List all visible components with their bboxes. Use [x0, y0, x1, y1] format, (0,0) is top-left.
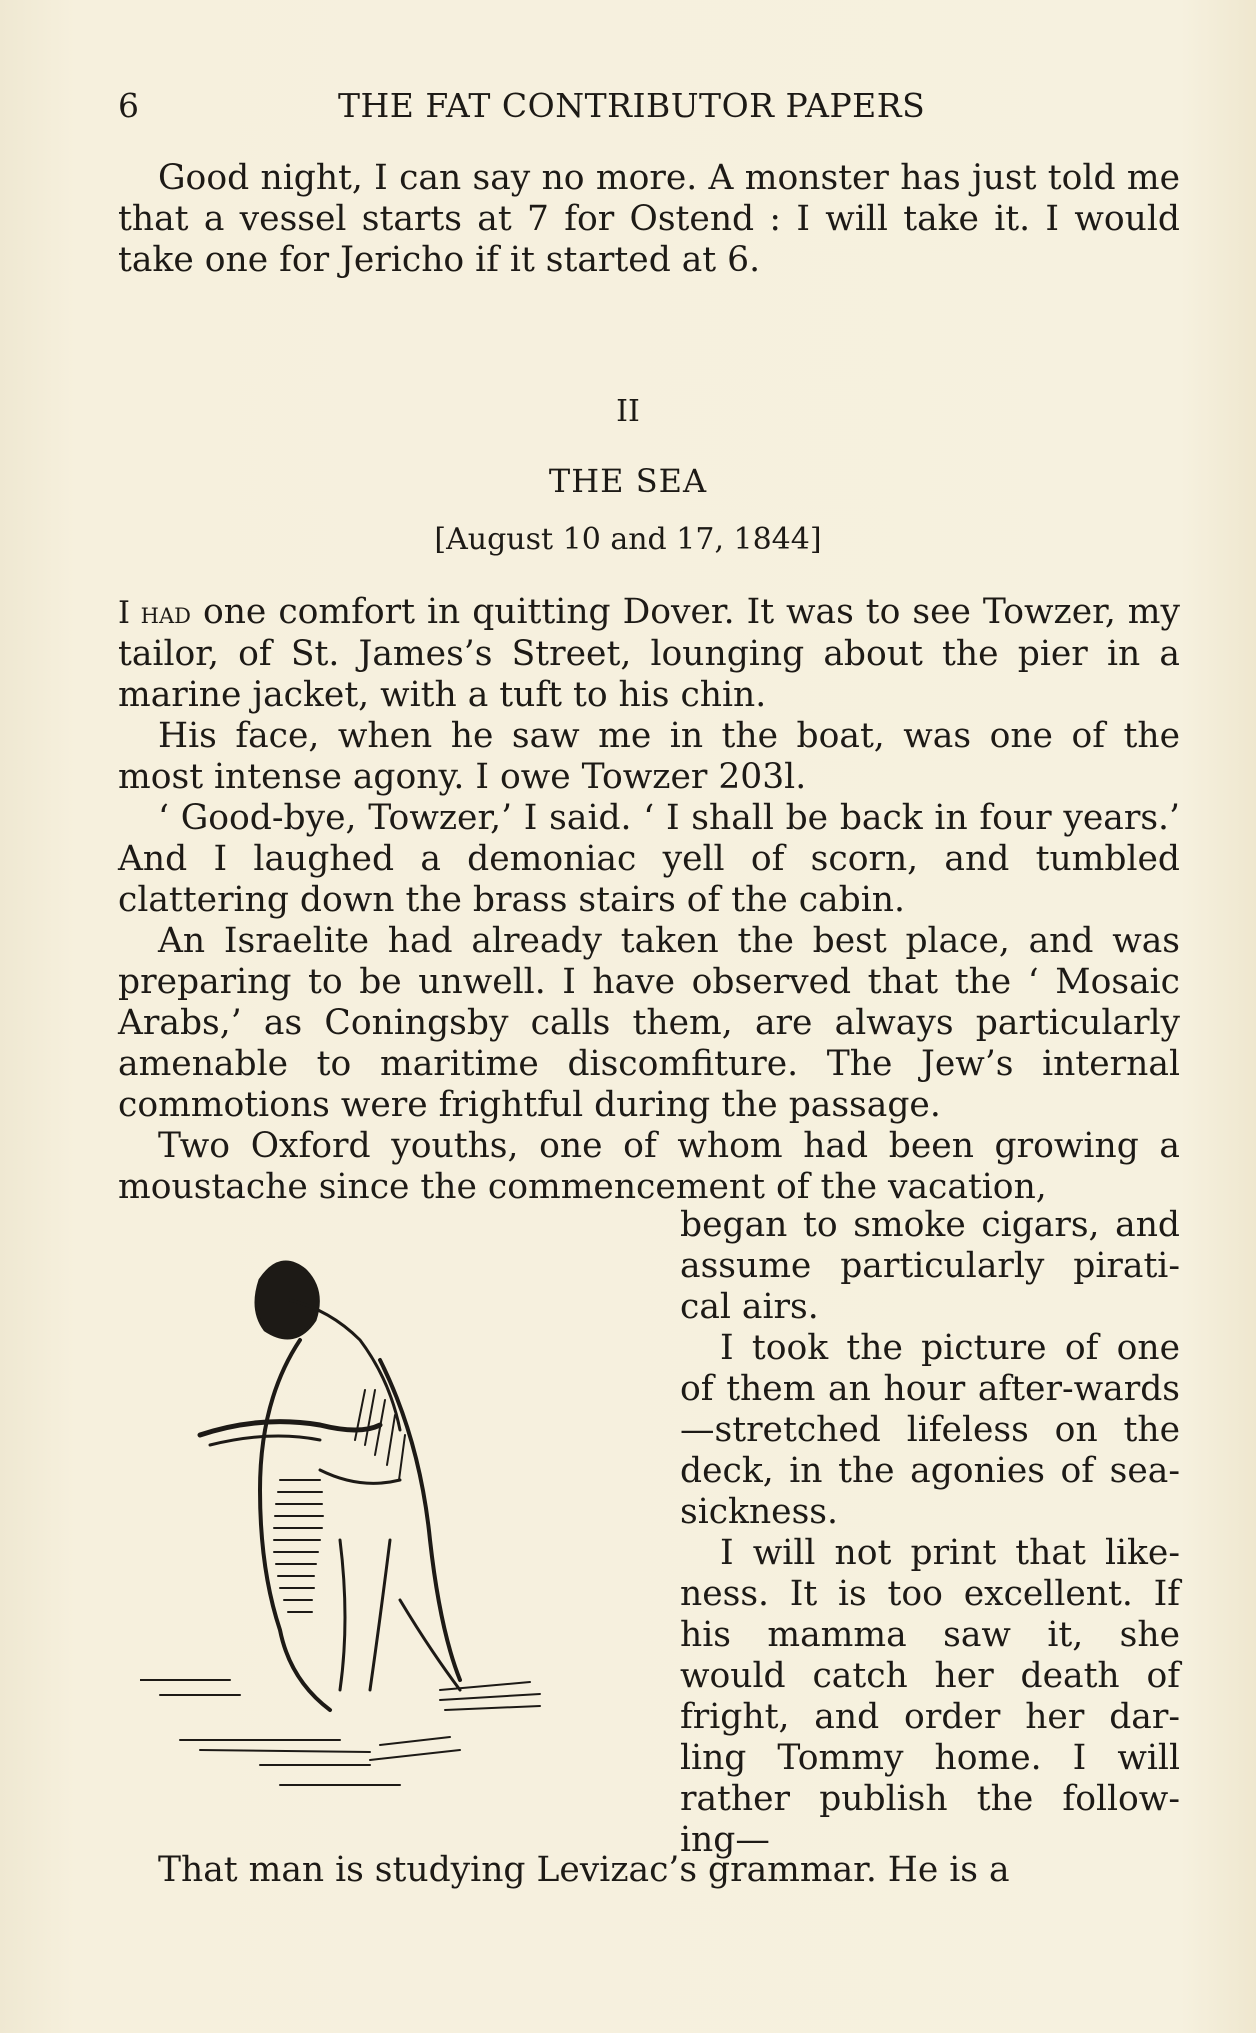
last-line-block	[118, 1850, 1180, 1891]
last-line: That man is studying Levizac’s grammar. He is a	[158, 1850, 1010, 1890]
section-number: II	[616, 394, 640, 429]
paragraph-1-lead: I had	[118, 596, 191, 631]
paragraph-3: ‘ Good-bye, Towzer,’ I said. ‘ I shall be back in four years.’ And I laughed a demoniac yell of scorn, and tumbled clattering down the brass stairs of the cabin.	[118, 798, 1180, 920]
section-title: THE SEA	[548, 462, 708, 500]
page-number: 6	[118, 86, 140, 125]
running-title: THE FAT CONTRIBUTOR PAPERS	[338, 86, 926, 125]
seasick-youth-illustration	[140, 1240, 660, 1800]
opening-paragraph-block	[118, 158, 1180, 281]
column-paragraph-1: began to smoke cigars, and assume particularly pirati-cal airs.	[680, 1205, 1180, 1327]
paragraph-1-rest: one comfort in quitting Dover. It was to see Towzer, my tailor, of St. James’s Street, lounging about the pier in a marine jacket, with a tuft to his chin.	[118, 592, 1180, 715]
column-paragraph-2: I took the picture of one of them an hour after-wards—stretched lifeless on the deck, in the agonies of sea-sickness.	[680, 1328, 1180, 1532]
section-date: [August 10 and 17, 1844]	[434, 522, 822, 557]
paragraph-5: Two Oxford youths, one of whom had been growing a moustache since the commencement of the vacation,	[118, 1126, 1180, 1207]
column-paragraph-3: I will not print that like-ness. It is too excellent. If his mamma saw it, she would catch her death of fright, and order her dar-ling Tommy home. I will rather publish the follow-ing—	[680, 1533, 1180, 1860]
side-column-text	[680, 1205, 1180, 1861]
main-text	[118, 592, 1180, 1208]
paragraph-4: An Israelite had already taken the best place, and was preparing to be unwell. I have observed that the ‘ Mosaic Arabs,’ as Coningsby calls them, are always particularly amenable to maritime discomfiture. The Jew’s internal commotions were frightful during the passage.	[118, 921, 1180, 1125]
paragraph-1	[118, 592, 1180, 716]
paragraph-2: His face, when he saw me in the boat, was one of the most intense agony. I owe Towzer 203l.	[118, 716, 1180, 797]
paragraph-opening: Good night, I can say no more. A monster has just told me that a vessel starts at 7 for Ostend : I will take it. I would take one for Jericho if it started at 6.	[118, 158, 1180, 280]
page-header	[118, 80, 1078, 130]
